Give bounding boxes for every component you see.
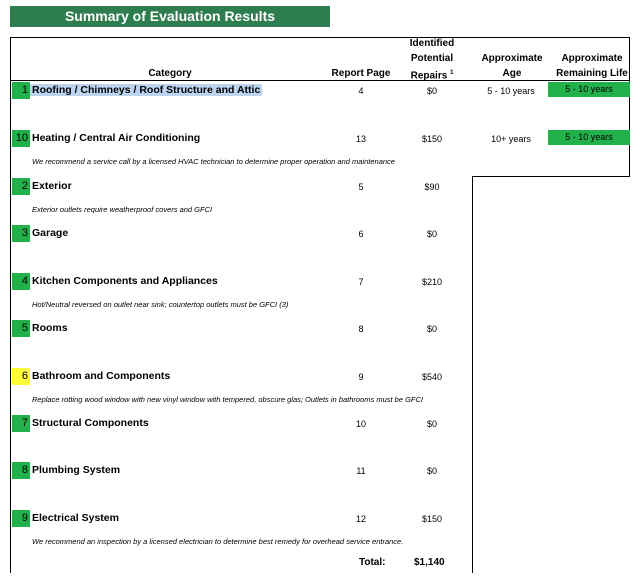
- report-page: 4: [358, 86, 364, 96]
- report-page: 9: [358, 372, 364, 382]
- header-age-line2: Age: [502, 68, 522, 79]
- total-label: Total:: [359, 557, 386, 568]
- report-page: 7: [358, 277, 364, 287]
- header-repairs-line3-text: Repairs: [410, 70, 448, 82]
- row-number-badge: 4: [12, 273, 30, 290]
- footnote-marker: 1: [450, 70, 454, 76]
- repair-cost: $0: [426, 324, 437, 334]
- repair-note: We recommend an inspection by a licensed electrician to determine best remedy for overhead service entrance.: [32, 537, 404, 546]
- header-life-line2: Remaining Life: [556, 68, 628, 79]
- category-name: Heating / Central Air Conditioning: [32, 132, 201, 144]
- repair-note: Hot/Neutral reversed on outlet near sink; countertop outlets must be GFCI (3): [32, 300, 289, 309]
- repair-cost: $150: [421, 134, 443, 144]
- frame-inner-right-line: [472, 176, 473, 573]
- frame-right-step: [472, 176, 630, 177]
- category-name: Structural Components: [32, 417, 149, 429]
- repair-note: Exterior outlets require weatherproof covers and GFCI: [32, 205, 213, 214]
- row-number-badge: 7: [12, 415, 30, 432]
- category-name: Roofing / Chimneys / Roof Structure and Attic: [32, 84, 261, 96]
- header-life-line1: Approximate: [561, 53, 623, 64]
- frame-left-line: [10, 37, 11, 573]
- header-age-line1: Approximate: [481, 53, 543, 64]
- category-name: Plumbing System: [32, 464, 121, 476]
- approximate-age: 5 - 10 years: [487, 86, 535, 96]
- report-page: 10: [355, 419, 366, 429]
- repair-cost: $0: [426, 419, 437, 429]
- row-number-badge: 1: [12, 82, 30, 99]
- row-number-badge: 3: [12, 225, 30, 242]
- row-number-badge: 5: [12, 320, 30, 337]
- report-page: 12: [355, 514, 366, 524]
- header-age: [472, 51, 552, 81]
- repair-cost: $90: [424, 182, 440, 192]
- header-repairs-line3: [398, 66, 466, 83]
- remaining-life-badge: 5 - 10 years: [548, 130, 630, 145]
- total-value: $1,140: [414, 557, 445, 568]
- report-page: 11: [356, 466, 366, 476]
- repair-cost: $540: [421, 372, 443, 382]
- repair-cost: $210: [421, 277, 443, 287]
- row-number-badge: 10: [12, 130, 30, 147]
- report-page: 8: [358, 324, 364, 334]
- header-category: Category: [148, 68, 192, 79]
- category-name: Garage: [32, 227, 69, 239]
- category-name: Bathroom and Components: [32, 370, 171, 382]
- frame-top-line: [10, 37, 630, 38]
- page-title: Summary of Evaluation Results: [10, 6, 330, 27]
- header-repairs: [398, 36, 466, 83]
- header-repairs-line1: Identified: [409, 38, 455, 49]
- repair-cost: $0: [426, 466, 437, 476]
- repair-note: Replace rotting wood window with new vinyl window with tempered, obscure glas; Outlets in bathrooms must be GFCI: [32, 395, 424, 404]
- header-life: [550, 51, 634, 81]
- row-number-badge: 9: [12, 510, 30, 527]
- repair-cost: $0: [426, 229, 437, 239]
- row-number-badge: 8: [12, 462, 30, 479]
- row-number-badge: 6: [12, 368, 30, 385]
- row-number-badge: 2: [12, 178, 30, 195]
- report-page: 5: [358, 182, 364, 192]
- report-page: 6: [358, 229, 364, 239]
- report-page: 13: [355, 134, 366, 144]
- repair-note: We recommend a service call by a licensed HVAC technician to determine proper operation and maintenance: [32, 157, 395, 166]
- repair-cost: $150: [421, 514, 443, 524]
- repair-cost: $0: [426, 86, 437, 96]
- category-name: Kitchen Components and Appliances: [32, 275, 218, 287]
- approximate-age: 10+ years: [491, 134, 531, 144]
- category-name: Rooms: [32, 322, 68, 334]
- category-name: Exterior: [32, 180, 72, 192]
- category-name: Electrical System: [32, 512, 119, 524]
- header-report-page: Report Page: [331, 68, 391, 79]
- remaining-life-badge: 5 - 10 years: [548, 82, 630, 97]
- header-repairs-line2: Potential: [410, 53, 454, 64]
